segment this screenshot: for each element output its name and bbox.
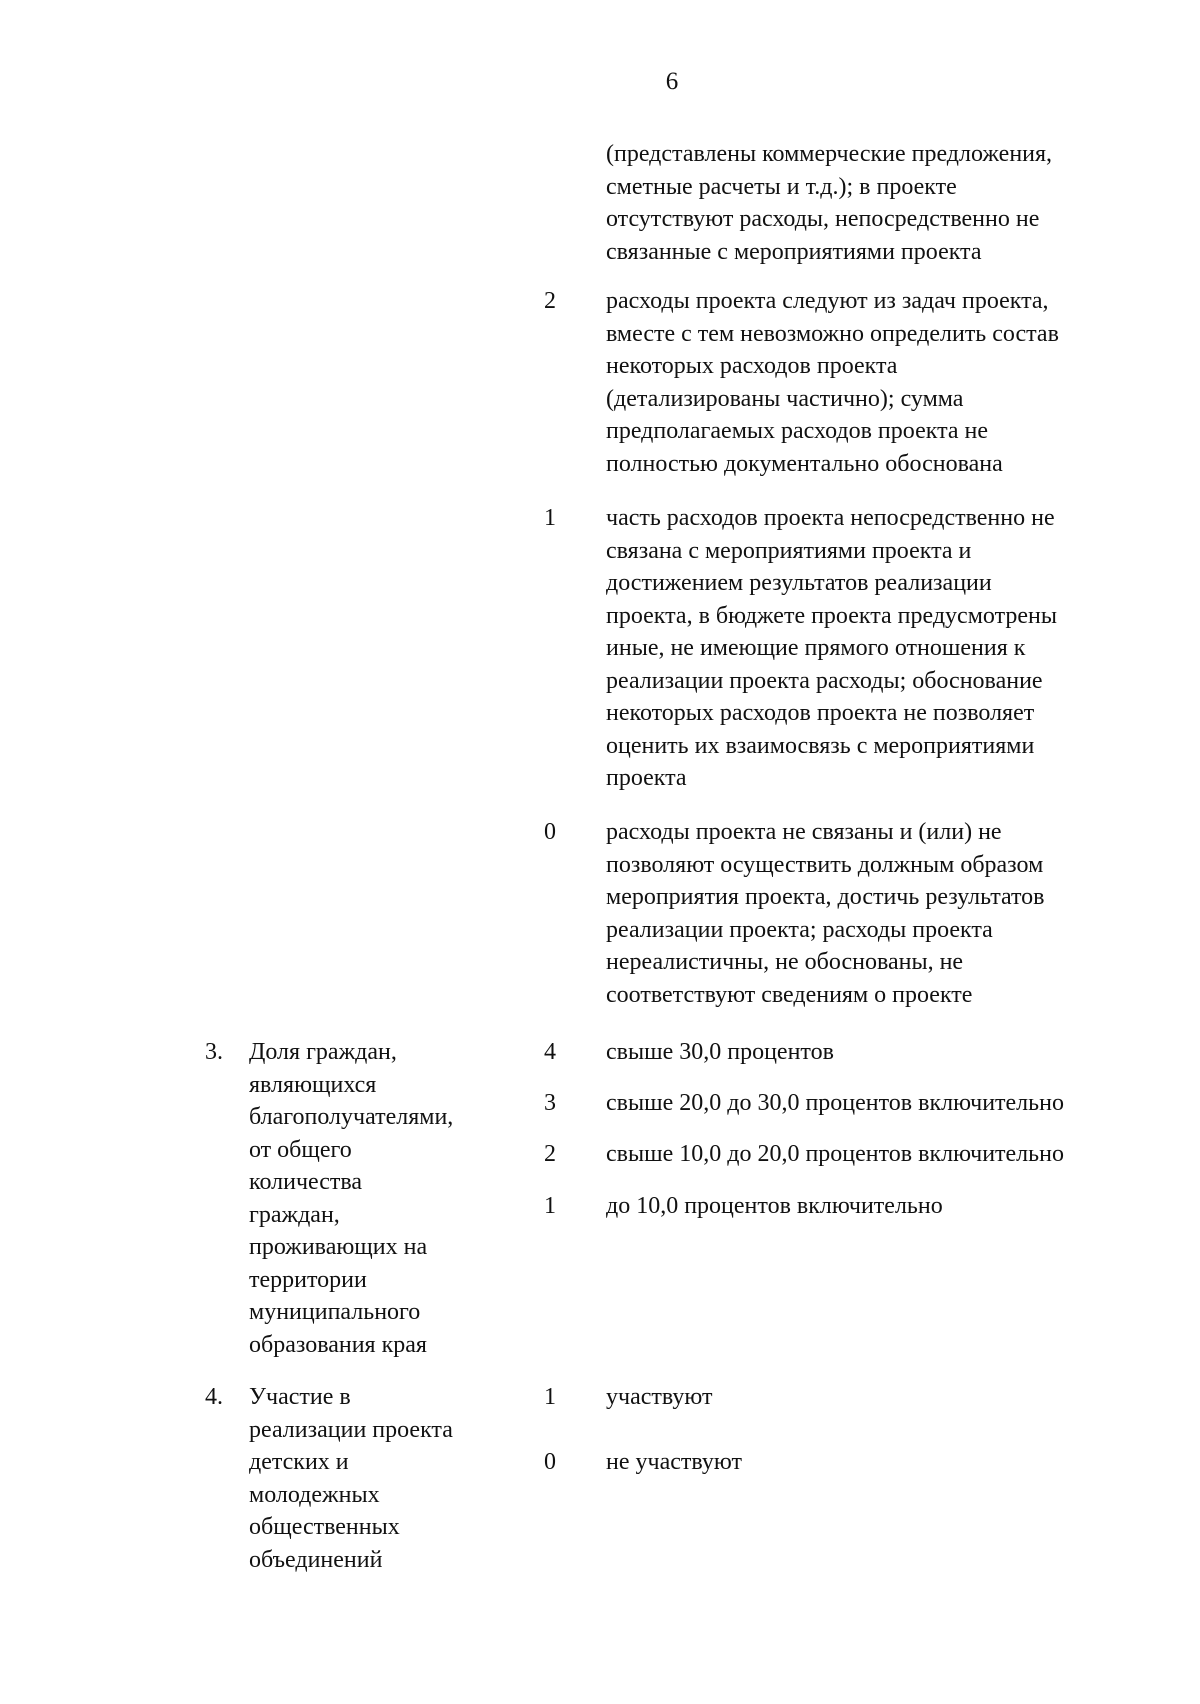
criterion3-row3-description: до 10,0 процентов включительно xyxy=(606,1193,943,1219)
criterion3-row0-description: свыше 30,0 процентов xyxy=(606,1039,834,1065)
criterion3-number: 3. xyxy=(205,1039,223,1065)
criterion4-row1-description: не участвуют xyxy=(606,1449,742,1475)
criterion3-name: Доля граждан, являющихся благополучателями, от общего количества граждан, проживающих на территории муниципального образования края xyxy=(249,1039,454,1358)
criterion3-row3-score: 1 xyxy=(544,1193,556,1219)
criterion3-row1-score: 3 xyxy=(544,1090,556,1116)
criterion3-row0-score: 4 xyxy=(544,1039,556,1065)
criterion3-row1-description: свыше 20,0 до 30,0 процентов включительно xyxy=(606,1090,1064,1116)
criterion4-name: Участие в реализации проекта детских и молодежных общественных объединений xyxy=(249,1384,453,1573)
criterion2-row0-description: (представлены коммерческие предложения, сметные расчеты и т.д.); в проекте отсутствуют расходы, непосредственно не связанные с мероприятиями проекта xyxy=(606,141,1053,265)
criterion3-row2-score: 2 xyxy=(544,1141,556,1167)
criterion4-row0-score: 1 xyxy=(544,1384,556,1410)
criterion2-row1-score: 2 xyxy=(544,288,556,314)
criterion2-row1-description: расходы проекта следуют из задач проекта, вместе с тем невозможно определить состав некоторых расходов проекта (детализированы частично); сумма предполагаемых расходов проекта не полностью документально обоснована xyxy=(606,288,1059,477)
criterion2-row2-description: часть расходов проекта непосредственно не связана с мероприятиями проекта и достижением результатов реализации проекта, в бюджете проекта предусмотрены иные, не имеющие прямого отношения к реализации проекта расходы; обоснование некоторых расходов проекта не позволяет оценить их взаимосвязь с мероприятиями проекта xyxy=(606,505,1057,791)
criterion4-row1-score: 0 xyxy=(544,1449,556,1475)
criterion2-row3-description: расходы проекта не связаны и (или) не позволяют осуществить должным образом мероприятия проекта, достичь результатов реализации проекта; расходы проекта нереалистичны, не обоснованы, не соответствуют сведениям о проекте xyxy=(606,819,1045,1008)
criterion2-row3-score: 0 xyxy=(544,819,556,845)
criterion4-number: 4. xyxy=(205,1384,223,1410)
page-number: 6 xyxy=(665,68,679,95)
criterion3-row2-description: свыше 10,0 до 20,0 процентов включительно xyxy=(606,1141,1064,1167)
criterion2-row2-score: 1 xyxy=(544,505,556,531)
criterion4-row0-description: участвуют xyxy=(606,1384,713,1410)
